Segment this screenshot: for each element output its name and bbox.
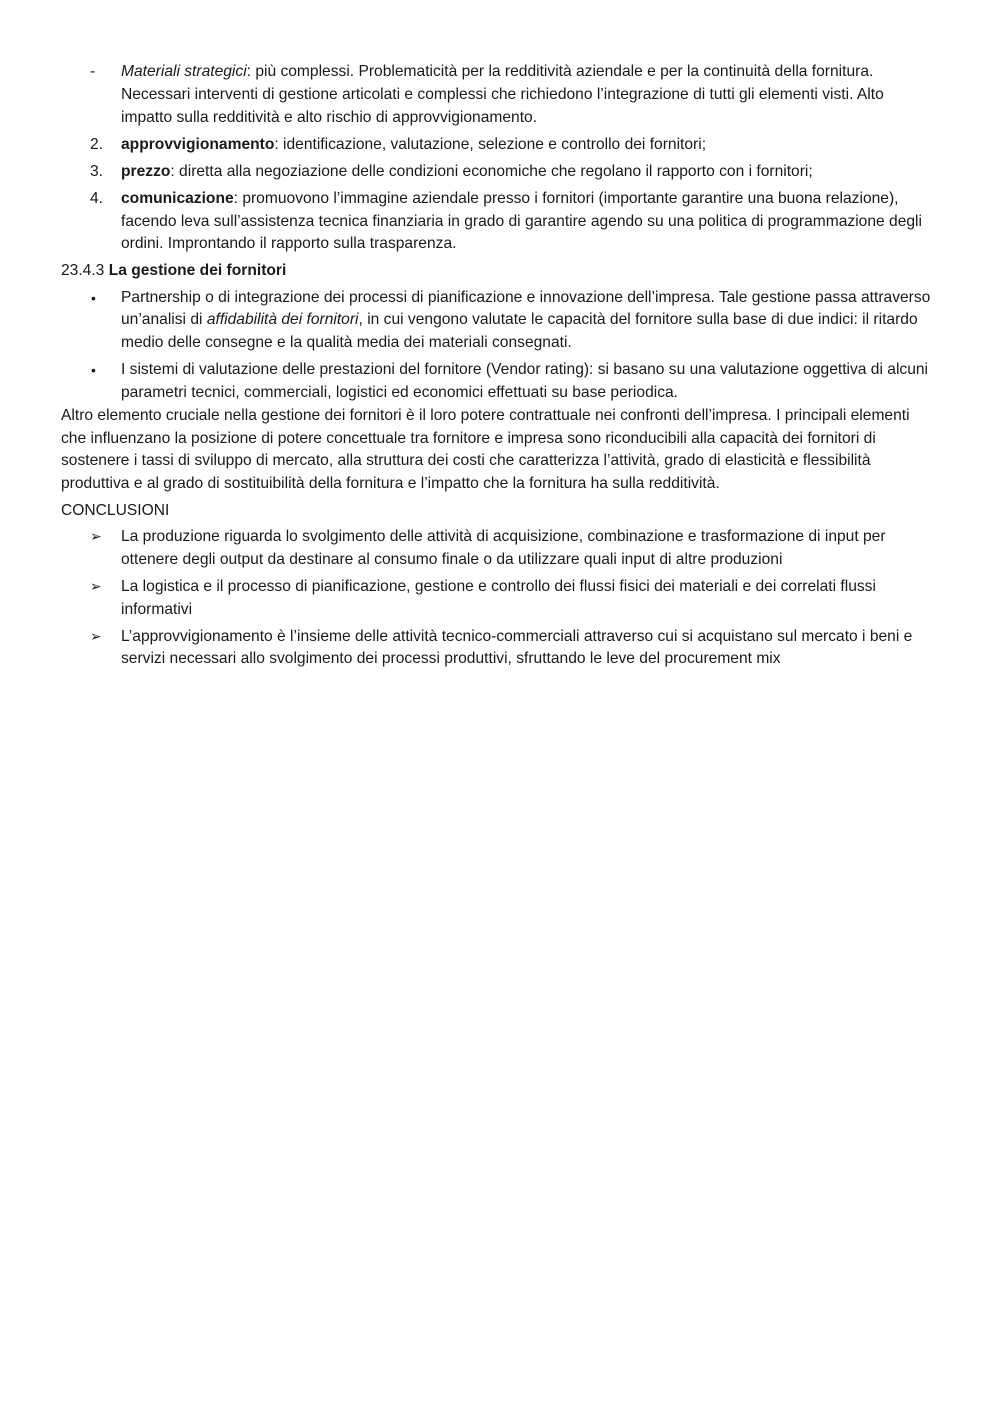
- bullet-icon: •: [91, 289, 96, 306]
- item-text: Partnership o di integrazione dei processi di pianificazione e innovazione dell’impresa. Tale gestione passa attraverso un’analisi di: [121, 288, 931, 329]
- list-item-prezzo: [61, 161, 937, 184]
- supplier-management-list: [61, 287, 937, 405]
- list-marker: -: [90, 63, 96, 80]
- section-heading: [61, 260, 937, 283]
- item-text: : più complessi. Problematicità per la redditività aziendale e per la continuità della fornitura. Necessari interventi di gestione articolati e complessi che richiedono l’integrazione di tutti gli elementi visti. Alto impatto sulla redditività e alto rischio di approvvigionamento.: [121, 63, 884, 126]
- arrow-bullet-icon: ➢: [90, 528, 102, 545]
- arrow-bullet-icon: ➢: [90, 628, 102, 645]
- list-item-produzione: [61, 526, 937, 572]
- item-text: : promuovono l’immagine aziendale presso i fornitori (importante garantire una buona relazione), facendo leva sull’assistenza tecnica finanziaria in grado di garantire agendo su una politica di programmazione degli ordini. Improntando il rapporto sulla trasparenza.: [121, 189, 922, 253]
- item-text: La logistica e il processo di pianificazione, gestione e controllo dei flussi fisici dei materiali e dei correlati flussi informativi: [121, 577, 876, 618]
- list-number: 3.: [90, 162, 104, 180]
- list-item-vendor-rating: [61, 359, 937, 405]
- list-item-materiali-strategici: [61, 61, 937, 129]
- term-prezzo: prezzo: [121, 162, 171, 180]
- term-comunicazione: comunicazione: [121, 189, 234, 207]
- list-item-partnership: [61, 287, 937, 355]
- item-text: : identificazione, valutazione, selezione e controllo dei fornitori;: [274, 135, 707, 153]
- item-text: L’approvvigionamento è l’insieme delle attività tecnico-commerciali attraverso cui si acquistano sul mercato i beni e servizi necessari allo svolgimento dei processi produttivi, sfruttando le leve del procurement mix: [121, 627, 913, 668]
- term-materiali-strategici: Materiali strategici: [121, 63, 247, 80]
- item-text: : diretta alla negoziazione delle condizioni economiche che regolano il rapporto con i fornitori;: [170, 162, 813, 180]
- term-approvvigionamento: approvvigionamento: [121, 135, 275, 153]
- section-title: La gestione dei fornitori: [108, 262, 287, 280]
- term-affidabilita: affidabilità dei fornitori: [206, 311, 359, 329]
- body-paragraph: Altro elemento cruciale nella gestione dei fornitori è il loro potere contrattuale nei confronti dell’impresa. I principali elementi che influenzano la posizione di potere concettuale tra fornitore e impresa sono riconducibili alla capacità dei fornitori di sostenere i tassi di sviluppo di mercato, alla struttura dei costi che caratterizza l’attività, grado di elasticità e flessibilità produttiva e al grado di sostituibilità della fornitura e l’impatto che la fornitura ha sulla redditività.: [61, 406, 910, 493]
- page-content: [61, 61, 937, 671]
- list-item-approvvigionamento: [61, 134, 937, 157]
- conclusions-heading: CONCLUSIONI: [61, 501, 170, 519]
- item-text: , in cui vengono valutate le capacità del fornitore sulla base di due indici: il ritardo medio delle consegne e la qualità media dei materiali consegnati.: [121, 311, 918, 352]
- arrow-bullet-icon: ➢: [90, 578, 102, 595]
- list-number: 4.: [90, 189, 104, 207]
- item-text: La produzione riguarda lo svolgimento delle attività di acquisizione, combinazione e trasformazione di input per ottenere degli output da destinare al consumo finale o da utilizzare quali input di altre produzioni: [121, 527, 886, 568]
- list-item-approvvigionamento-def: [61, 626, 937, 672]
- bullet-icon: •: [91, 362, 96, 379]
- section-number: 23.4.3: [61, 262, 105, 280]
- list-item-comunicazione: [61, 188, 937, 256]
- list-item-logistica: [61, 576, 937, 622]
- conclusions-list: [61, 526, 937, 671]
- list-number: 2.: [90, 135, 104, 153]
- procurement-mix-list: [61, 61, 937, 256]
- item-text: I sistemi di valutazione delle prestazioni del fornitore (Vendor rating): si basano su una valutazione oggettiva di alcuni parametri tecnici, commerciali, logistici ed economici effettuati su base periodica.: [121, 361, 929, 402]
